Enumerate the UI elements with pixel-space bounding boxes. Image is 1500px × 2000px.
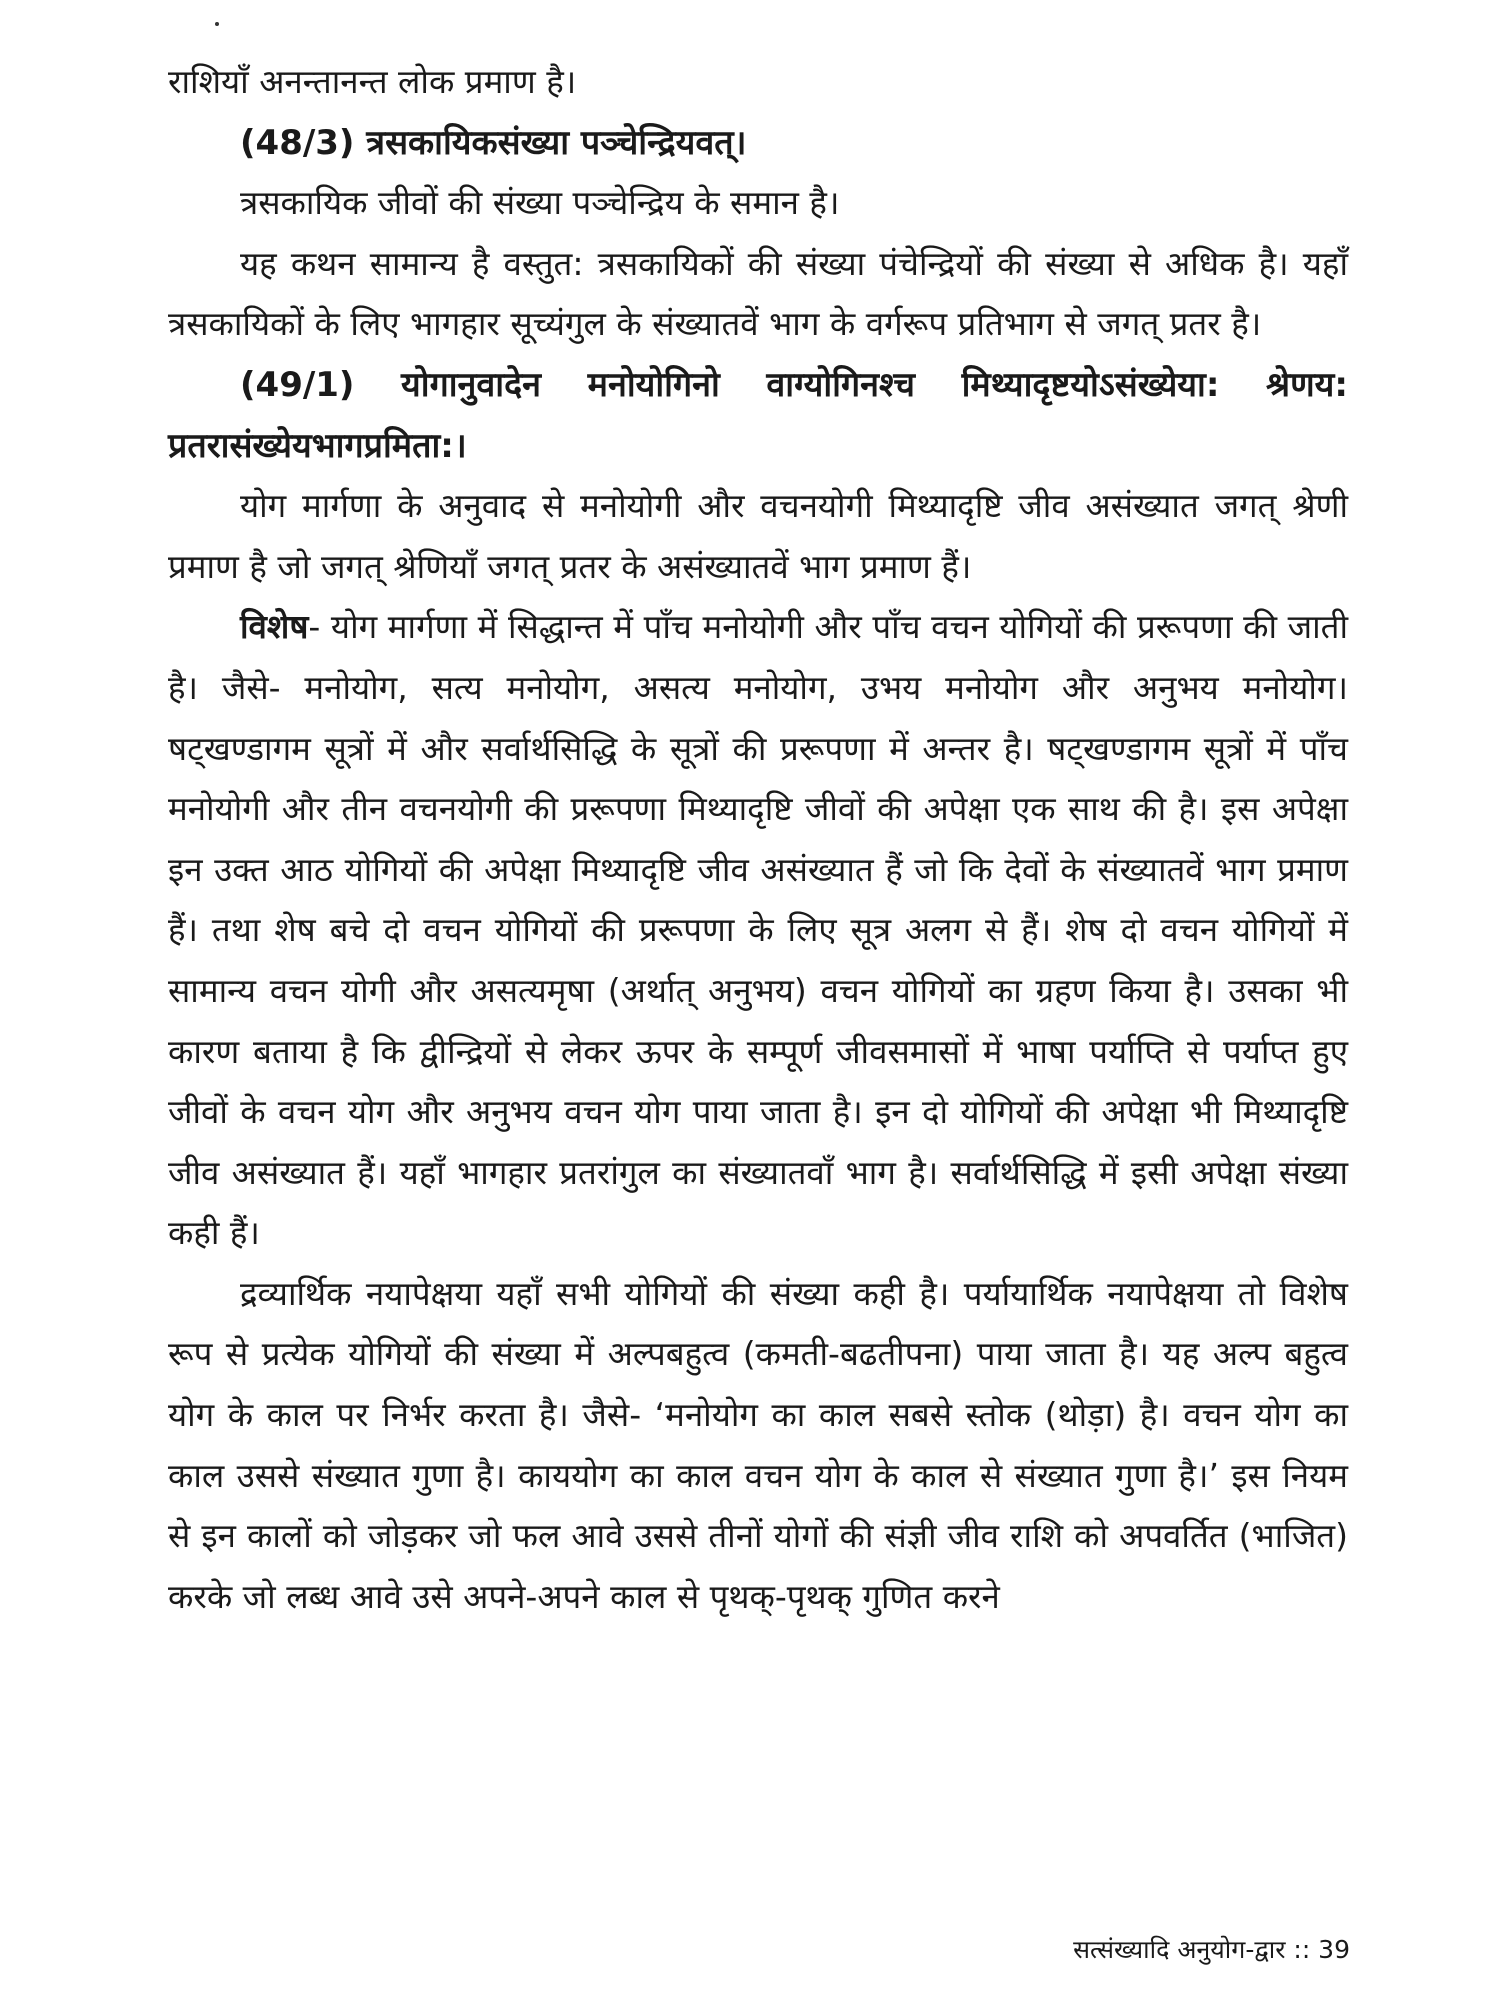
paragraph-vishesh — [168, 597, 1348, 1264]
page-footer: सत्संख्यादि अनुयोग-द्वार :: 39 — [1073, 1935, 1350, 1964]
print-speck — [215, 22, 219, 26]
vishesh-text: - योग मार्गणा में सिद्धान्त में पाँच मनोयोगी और पाँच वचन योगियों की प्ररूपणा की जाती है। जैसे- मनोयोग, सत्य मनोयोग, असत्य मनोयोग, उभय मनोयोग और अनुभय मनोयोग। षट्खण्डागम सूत्रों में और सर्वार्थसिद्धि के सूत्रों की प्ररूपणा में अन्तर है। षट्खण्डागम सूत्रों में पाँच मनोयोगी और तीन वचनयोगी की प्ररूपणा मिथ्यादृष्टि जीवों की अपेक्षा एक साथ की है। इस अपेक्षा इन उक्त आठ योगियों की अपेक्षा मिथ्यादृष्टि जीव असंख्यात हैं जो कि देवों के संख्यातवें भाग प्रमाण हैं। तथा शेष बचे दो वचन योगियों की प्ररूपणा के लिए सूत्र अलग से हैं। शेष दो वचन योगियों में सामान्य वचन योगी और असत्यमृषा (अर्थात् अनुभय) वचन योगियों का ग्रहण किया है। उसका भी कारण बताया है कि द्वीन्द्रियों से लेकर ऊपर के सम्पूर्ण जीवसमासों में भाषा पर्याप्ति से पर्याप्त हुए जीवों के वचन योग और अनुभय वचन योग पाया जाता है। इन दो योगियों की अपेक्षा भी मिथ्यादृष्टि जीव असंख्यात हैं। यहाँ भागहार प्रतरांगुल का संख्यातवाँ भाग है। सर्वार्थसिद्धि में इसी अपेक्षा संख्या कही हैं। — [168, 607, 1348, 1253]
paragraph-translation-49-1: योग मार्गणा के अनुवाद से मनोयोगी और वचनयोगी मिथ्यादृष्टि जीव असंख्यात जगत् श्रेणी प्रमाण है जो जगत् श्रेणियाँ जगत् प्रतर के असंख्यातवें भाग प्रमाण हैं। — [168, 486, 1348, 586]
paragraph-dravyarthik: द्रव्यार्थिक नयापेक्षया यहाँ सभी योगियों की संख्या कही है। पर्यायार्थिक नयापेक्षया तो विशेष रूप से प्रत्येक योगियों की संख्या में अल्पबहुत्व (कमती-बढतीपना) पाया जाता है। यह अल्प बहुत्व योग के काल पर निर्भर करता है। जैसे- ‘मनोयोग का काल सबसे स्तोक (थोड़ा) है। वचन योग का काल उससे संख्यात गुणा है। काययोग का काल वचन योग के काल से संख्यात गुणा है।’ इस नियम से इन कालों को जोड़कर जो फल आवे उससे तीनों योगों की संज्ञी जीव राशि को अपवर्तित (भाजित) करके जो लब्ध आवे उसे अपने-अपने काल से पृथक्-पृथक् गुणित करने — [168, 1273, 1348, 1616]
vishesh-heading: विशेष — [240, 607, 309, 647]
paragraph-translation-48-3: त्रसकायिक जीवों की संख्या पञ्चेन्द्रिय के समान है। — [240, 183, 840, 223]
body-text — [168, 52, 1348, 1627]
paragraph-continuation: राशियाँ अनन्तानन्त लोक प्रमाण है। — [168, 62, 577, 101]
sutra-49-1: (49/1) योगानुवादेन मनोयोगिनो वाग्योगिनश्च मिथ्यादृष्टयोऽसंख्येया: श्रेणय: प्रतरासंख्येयभागप्रमिता:। — [168, 364, 1348, 466]
sutra-48-3: (48/3) त्रसकायिकसंख्या पञ्चेन्द्रियवत्। — [240, 122, 747, 163]
paragraph-explanation-48-3: यह कथन सामान्य है वस्तुत: त्रसकायिकों की संख्या पंचेन्द्रियों की संख्या से अधिक है। यहाँ त्रसकायिकों के लिए भागहार सूच्यंगुल के संख्यातवें भाग के वर्गरूप प्रतिभाग से जगत् प्रतर है। — [168, 243, 1348, 344]
